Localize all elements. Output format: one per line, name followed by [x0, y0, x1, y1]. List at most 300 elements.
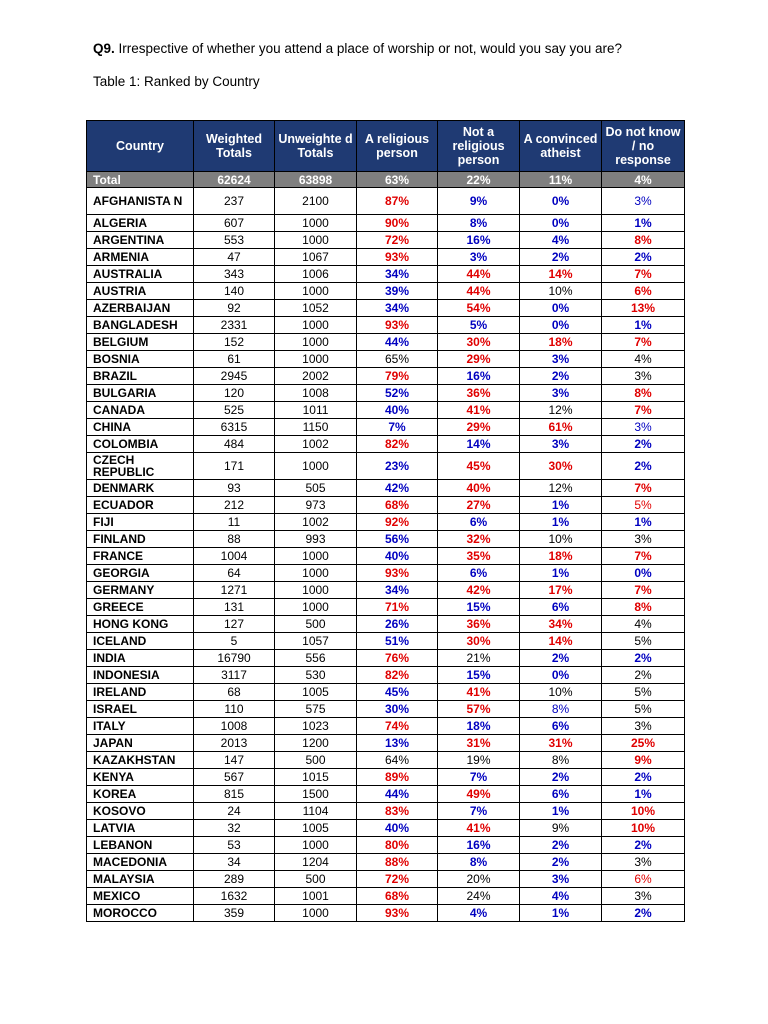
table-row — [87, 497, 685, 514]
country-cell: AFGHANISTA N — [87, 188, 194, 215]
not-religious-cell: 16% — [438, 232, 520, 249]
table-row — [87, 385, 685, 402]
not-religious-cell: 36% — [438, 385, 520, 402]
not-religious-cell: 7% — [438, 769, 520, 786]
dont-know-cell: 25% — [602, 735, 685, 752]
atheist-cell: 8% — [520, 701, 602, 718]
unweighted-cell: 1015 — [275, 769, 357, 786]
weighted-cell: 1004 — [194, 548, 275, 565]
religious-cell: 72% — [357, 871, 438, 888]
atheist-cell: 1% — [520, 565, 602, 582]
not-religious-cell: 15% — [438, 667, 520, 684]
dont-know-cell: 1% — [602, 215, 685, 232]
country-cell: INDIA — [87, 650, 194, 667]
not-religious-cell: 57% — [438, 701, 520, 718]
religious-cell: 68% — [357, 888, 438, 905]
unweighted-cell: 556 — [275, 650, 357, 667]
dont-know-cell: 1% — [602, 514, 685, 531]
question-body: Irrespective of whether you attend a place of worship or not, would you say you are? — [114, 41, 623, 56]
unweighted-cell: 1057 — [275, 633, 357, 650]
table-row — [87, 402, 685, 419]
atheist-cell: 34% — [520, 616, 602, 633]
weighted-cell: 3117 — [194, 667, 275, 684]
not-religious-cell: 24% — [438, 888, 520, 905]
table-row — [87, 334, 685, 351]
not-religious-cell: 41% — [438, 402, 520, 419]
atheist-cell: 2% — [520, 650, 602, 667]
unweighted-cell: 1052 — [275, 300, 357, 317]
unweighted-cell: 1000 — [275, 548, 357, 565]
unweighted-cell: 1067 — [275, 249, 357, 266]
religious-cell: 93% — [357, 249, 438, 266]
not-religious-cell: 7% — [438, 803, 520, 820]
table-row — [87, 650, 685, 667]
weighted-cell: 289 — [194, 871, 275, 888]
dont-know-cell: 7% — [602, 402, 685, 419]
header-atheist: A convinced atheist — [520, 121, 602, 172]
weighted-cell: 24 — [194, 803, 275, 820]
table-row — [87, 616, 685, 633]
weighted-cell: 1271 — [194, 582, 275, 599]
country-cell: ISRAEL — [87, 701, 194, 718]
total-row — [87, 172, 685, 188]
weighted-cell: 68 — [194, 684, 275, 701]
dont-know-cell: 7% — [602, 582, 685, 599]
unweighted-cell: 1001 — [275, 888, 357, 905]
not-religious-cell: 31% — [438, 735, 520, 752]
weighted-cell: 93 — [194, 480, 275, 497]
country-cell: AUSTRIA — [87, 283, 194, 300]
religious-cell: 44% — [357, 786, 438, 803]
atheist-cell: 12% — [520, 402, 602, 419]
unweighted-cell: 1000 — [275, 905, 357, 922]
religious-cell: 34% — [357, 300, 438, 317]
religious-cell: 40% — [357, 820, 438, 837]
atheist-cell: 1% — [520, 497, 602, 514]
total-weighted: 62624 — [194, 172, 275, 188]
weighted-cell: 171 — [194, 453, 275, 480]
not-religious-cell: 30% — [438, 334, 520, 351]
weighted-cell: 553 — [194, 232, 275, 249]
country-cell: ARGENTINA — [87, 232, 194, 249]
country-cell: BULGARIA — [87, 385, 194, 402]
religious-cell: 90% — [357, 215, 438, 232]
weighted-cell: 110 — [194, 701, 275, 718]
not-religious-cell: 15% — [438, 599, 520, 616]
not-religious-cell: 20% — [438, 871, 520, 888]
not-religious-cell: 8% — [438, 215, 520, 232]
atheist-cell: 14% — [520, 633, 602, 650]
table-row — [87, 300, 685, 317]
country-cell: COLOMBIA — [87, 436, 194, 453]
country-cell: HONG KONG — [87, 616, 194, 633]
atheist-cell: 10% — [520, 531, 602, 548]
religious-cell: 40% — [357, 402, 438, 419]
total-dont-know: 4% — [602, 172, 685, 188]
not-religious-cell: 41% — [438, 684, 520, 701]
dont-know-cell: 10% — [602, 820, 685, 837]
religious-cell: 42% — [357, 480, 438, 497]
unweighted-cell: 1500 — [275, 786, 357, 803]
country-cell: BOSNIA — [87, 351, 194, 368]
atheist-cell: 6% — [520, 599, 602, 616]
unweighted-cell: 1000 — [275, 837, 357, 854]
weighted-cell: 47 — [194, 249, 275, 266]
atheist-cell: 17% — [520, 582, 602, 599]
header-religious: A religious person — [357, 121, 438, 172]
unweighted-cell: 500 — [275, 616, 357, 633]
weighted-cell: 92 — [194, 300, 275, 317]
weighted-cell: 212 — [194, 497, 275, 514]
unweighted-cell: 1011 — [275, 402, 357, 419]
unweighted-cell: 1150 — [275, 419, 357, 436]
weighted-cell: 127 — [194, 616, 275, 633]
not-religious-cell: 27% — [438, 497, 520, 514]
country-cell: GERMANY — [87, 582, 194, 599]
country-cell: ECUADOR — [87, 497, 194, 514]
country-cell: IRELAND — [87, 684, 194, 701]
table-row — [87, 266, 685, 283]
country-cell: KOREA — [87, 786, 194, 803]
atheist-cell: 30% — [520, 453, 602, 480]
unweighted-cell: 2100 — [275, 188, 357, 215]
header-weighted: Weighted Totals — [194, 121, 275, 172]
atheist-cell: 1% — [520, 514, 602, 531]
religious-cell: 68% — [357, 497, 438, 514]
dont-know-cell: 7% — [602, 334, 685, 351]
country-cell: KAZAKHSTAN — [87, 752, 194, 769]
weighted-cell: 2331 — [194, 317, 275, 334]
not-religious-cell: 16% — [438, 368, 520, 385]
atheist-cell: 4% — [520, 232, 602, 249]
total-label: Total — [87, 172, 194, 188]
weighted-cell: 64 — [194, 565, 275, 582]
not-religious-cell: 40% — [438, 480, 520, 497]
atheist-cell: 61% — [520, 419, 602, 436]
weighted-cell: 131 — [194, 599, 275, 616]
table-row — [87, 803, 685, 820]
not-religious-cell: 4% — [438, 905, 520, 922]
country-cell: GEORGIA — [87, 565, 194, 582]
country-cell: LATVIA — [87, 820, 194, 837]
religious-cell: 65% — [357, 351, 438, 368]
atheist-cell: 2% — [520, 854, 602, 871]
country-cell: FRANCE — [87, 548, 194, 565]
religious-cell: 72% — [357, 232, 438, 249]
table-row — [87, 548, 685, 565]
table-row — [87, 735, 685, 752]
religious-cell: 34% — [357, 266, 438, 283]
table-row — [87, 514, 685, 531]
table-caption: Table 1: Ranked by Country — [93, 74, 260, 89]
unweighted-cell: 1000 — [275, 599, 357, 616]
atheist-cell: 2% — [520, 249, 602, 266]
religious-cell: 87% — [357, 188, 438, 215]
not-religious-cell: 54% — [438, 300, 520, 317]
table-row — [87, 351, 685, 368]
table-row — [87, 232, 685, 249]
header-unweighted: Unweighte d Totals — [275, 121, 357, 172]
weighted-cell: 32 — [194, 820, 275, 837]
table-row — [87, 871, 685, 888]
table-row — [87, 215, 685, 232]
dont-know-cell: 8% — [602, 232, 685, 249]
country-cell: CZECH REPUBLIC — [87, 453, 194, 480]
table-row — [87, 317, 685, 334]
header-row — [87, 121, 685, 172]
unweighted-cell: 1000 — [275, 215, 357, 232]
country-cell: JAPAN — [87, 735, 194, 752]
not-religious-cell: 19% — [438, 752, 520, 769]
unweighted-cell: 1002 — [275, 436, 357, 453]
weighted-cell: 237 — [194, 188, 275, 215]
unweighted-cell: 1023 — [275, 718, 357, 735]
religious-cell: 93% — [357, 565, 438, 582]
weighted-cell: 5 — [194, 633, 275, 650]
dont-know-cell: 6% — [602, 283, 685, 300]
header-dont-know: Do not know / no response — [602, 121, 685, 172]
table-row — [87, 786, 685, 803]
country-cell: BANGLADESH — [87, 317, 194, 334]
not-religious-cell: 49% — [438, 786, 520, 803]
atheist-cell: 4% — [520, 888, 602, 905]
country-cell: AUSTRALIA — [87, 266, 194, 283]
religious-cell: 45% — [357, 684, 438, 701]
religious-cell: 39% — [357, 283, 438, 300]
country-cell: FINLAND — [87, 531, 194, 548]
religious-cell: 80% — [357, 837, 438, 854]
weighted-cell: 120 — [194, 385, 275, 402]
table-row — [87, 837, 685, 854]
not-religious-cell: 32% — [438, 531, 520, 548]
dont-know-cell: 3% — [602, 419, 685, 436]
dont-know-cell: 2% — [602, 905, 685, 922]
atheist-cell: 3% — [520, 385, 602, 402]
atheist-cell: 2% — [520, 368, 602, 385]
table-row — [87, 633, 685, 650]
question-number: Q9. — [93, 41, 115, 56]
not-religious-cell: 29% — [438, 351, 520, 368]
dont-know-cell: 3% — [602, 718, 685, 735]
religious-cell: 88% — [357, 854, 438, 871]
atheist-cell: 10% — [520, 283, 602, 300]
atheist-cell: 2% — [520, 837, 602, 854]
dont-know-cell: 9% — [602, 752, 685, 769]
not-religious-cell: 16% — [438, 837, 520, 854]
country-cell: ALGERIA — [87, 215, 194, 232]
religious-cell: 93% — [357, 905, 438, 922]
atheist-cell: 31% — [520, 735, 602, 752]
atheist-cell: 3% — [520, 351, 602, 368]
question-text — [93, 41, 622, 56]
atheist-cell: 0% — [520, 667, 602, 684]
atheist-cell: 12% — [520, 480, 602, 497]
country-cell: INDONESIA — [87, 667, 194, 684]
weighted-cell: 2013 — [194, 735, 275, 752]
unweighted-cell: 1000 — [275, 453, 357, 480]
country-cell: BELGIUM — [87, 334, 194, 351]
dont-know-cell: 2% — [602, 769, 685, 786]
dont-know-cell: 13% — [602, 300, 685, 317]
weighted-cell: 525 — [194, 402, 275, 419]
table-row — [87, 854, 685, 871]
dont-know-cell: 8% — [602, 599, 685, 616]
not-religious-cell: 29% — [438, 419, 520, 436]
religious-cell: 34% — [357, 582, 438, 599]
religious-cell: 82% — [357, 667, 438, 684]
dont-know-cell: 2% — [602, 436, 685, 453]
weighted-cell: 61 — [194, 351, 275, 368]
dont-know-cell: 0% — [602, 565, 685, 582]
weighted-cell: 1008 — [194, 718, 275, 735]
dont-know-cell: 7% — [602, 480, 685, 497]
dont-know-cell: 7% — [602, 266, 685, 283]
unweighted-cell: 1204 — [275, 854, 357, 871]
table-row — [87, 419, 685, 436]
weighted-cell: 147 — [194, 752, 275, 769]
table-row — [87, 188, 685, 215]
unweighted-cell: 1008 — [275, 385, 357, 402]
weighted-cell: 11 — [194, 514, 275, 531]
country-cell: AZERBAIJAN — [87, 300, 194, 317]
weighted-cell: 6315 — [194, 419, 275, 436]
atheist-cell: 3% — [520, 871, 602, 888]
unweighted-cell: 530 — [275, 667, 357, 684]
weighted-cell: 359 — [194, 905, 275, 922]
header-not-religious: Not a religious person — [438, 121, 520, 172]
weighted-cell: 484 — [194, 436, 275, 453]
atheist-cell: 18% — [520, 548, 602, 565]
unweighted-cell: 500 — [275, 752, 357, 769]
religious-cell: 44% — [357, 334, 438, 351]
header-country: Country — [87, 121, 194, 172]
table-row — [87, 905, 685, 922]
not-religious-cell: 21% — [438, 650, 520, 667]
atheist-cell: 0% — [520, 215, 602, 232]
results-table — [86, 120, 685, 922]
religious-cell: 76% — [357, 650, 438, 667]
atheist-cell: 6% — [520, 718, 602, 735]
country-cell: ICELAND — [87, 633, 194, 650]
table-row — [87, 701, 685, 718]
country-cell: KOSOVO — [87, 803, 194, 820]
country-cell: ARMENIA — [87, 249, 194, 266]
country-cell: MEXICO — [87, 888, 194, 905]
unweighted-cell: 1000 — [275, 283, 357, 300]
dont-know-cell: 2% — [602, 453, 685, 480]
country-cell: GREECE — [87, 599, 194, 616]
table-row — [87, 667, 685, 684]
unweighted-cell: 1104 — [275, 803, 357, 820]
religious-cell: 93% — [357, 317, 438, 334]
not-religious-cell: 6% — [438, 514, 520, 531]
table-row — [87, 582, 685, 599]
religious-cell: 83% — [357, 803, 438, 820]
table-row — [87, 531, 685, 548]
weighted-cell: 152 — [194, 334, 275, 351]
religious-cell: 71% — [357, 599, 438, 616]
dont-know-cell: 3% — [602, 188, 685, 215]
table-row — [87, 820, 685, 837]
country-cell: CANADA — [87, 402, 194, 419]
dont-know-cell: 1% — [602, 786, 685, 803]
country-cell: MOROCCO — [87, 905, 194, 922]
atheist-cell: 1% — [520, 905, 602, 922]
weighted-cell: 343 — [194, 266, 275, 283]
dont-know-cell: 5% — [602, 701, 685, 718]
not-religious-cell: 44% — [438, 266, 520, 283]
dont-know-cell: 3% — [602, 854, 685, 871]
dont-know-cell: 4% — [602, 616, 685, 633]
religious-cell: 52% — [357, 385, 438, 402]
not-religious-cell: 3% — [438, 249, 520, 266]
table-row — [87, 769, 685, 786]
table-row — [87, 249, 685, 266]
unweighted-cell: 500 — [275, 871, 357, 888]
table-row — [87, 752, 685, 769]
weighted-cell: 567 — [194, 769, 275, 786]
religious-cell: 51% — [357, 633, 438, 650]
dont-know-cell: 8% — [602, 385, 685, 402]
unweighted-cell: 993 — [275, 531, 357, 548]
dont-know-cell: 3% — [602, 888, 685, 905]
dont-know-cell: 2% — [602, 837, 685, 854]
atheist-cell: 1% — [520, 803, 602, 820]
unweighted-cell: 1005 — [275, 684, 357, 701]
not-religious-cell: 42% — [438, 582, 520, 599]
religious-cell: 40% — [357, 548, 438, 565]
unweighted-cell: 973 — [275, 497, 357, 514]
atheist-cell: 18% — [520, 334, 602, 351]
country-cell: ITALY — [87, 718, 194, 735]
dont-know-cell: 6% — [602, 871, 685, 888]
atheist-cell: 2% — [520, 769, 602, 786]
unweighted-cell: 1000 — [275, 351, 357, 368]
atheist-cell: 0% — [520, 188, 602, 215]
dont-know-cell: 1% — [602, 317, 685, 334]
religious-cell: 82% — [357, 436, 438, 453]
religious-cell: 89% — [357, 769, 438, 786]
unweighted-cell: 1000 — [275, 582, 357, 599]
atheist-cell: 14% — [520, 266, 602, 283]
not-religious-cell: 18% — [438, 718, 520, 735]
table-row — [87, 565, 685, 582]
unweighted-cell: 1005 — [275, 820, 357, 837]
country-cell: MALAYSIA — [87, 871, 194, 888]
table-row — [87, 599, 685, 616]
unweighted-cell: 1006 — [275, 266, 357, 283]
dont-know-cell: 3% — [602, 531, 685, 548]
weighted-cell: 53 — [194, 837, 275, 854]
religious-cell: 26% — [357, 616, 438, 633]
unweighted-cell: 1200 — [275, 735, 357, 752]
religious-cell: 23% — [357, 453, 438, 480]
total-atheist: 11% — [520, 172, 602, 188]
table-row — [87, 480, 685, 497]
religious-cell: 64% — [357, 752, 438, 769]
atheist-cell: 8% — [520, 752, 602, 769]
not-religious-cell: 9% — [438, 188, 520, 215]
table-row — [87, 368, 685, 385]
atheist-cell: 0% — [520, 300, 602, 317]
atheist-cell: 3% — [520, 436, 602, 453]
not-religious-cell: 6% — [438, 565, 520, 582]
unweighted-cell: 1000 — [275, 565, 357, 582]
country-cell: LEBANON — [87, 837, 194, 854]
unweighted-cell: 1002 — [275, 514, 357, 531]
not-religious-cell: 30% — [438, 633, 520, 650]
country-cell: FIJI — [87, 514, 194, 531]
